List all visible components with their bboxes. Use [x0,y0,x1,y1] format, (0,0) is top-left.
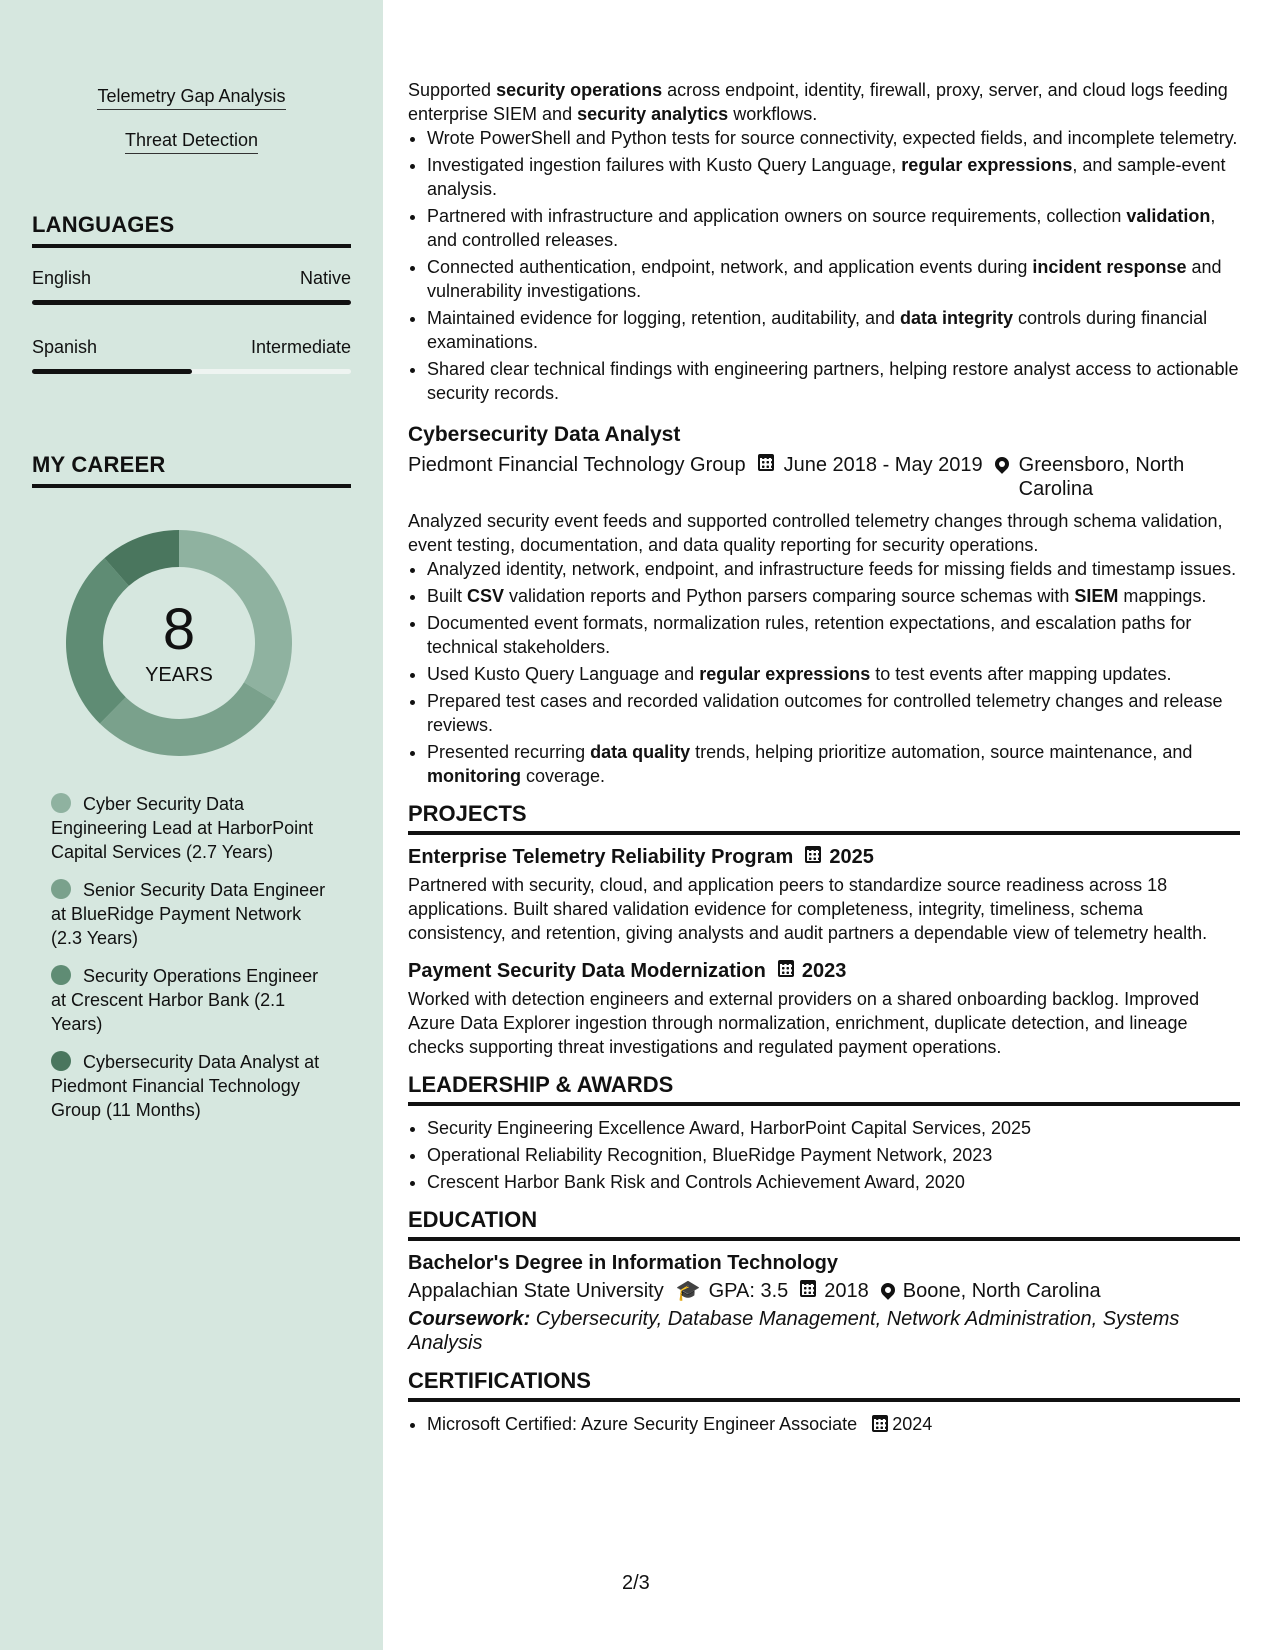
legend-label: Senior Security Data Engineer at BlueRidge Payment Network (2.3 Years) [51,880,326,948]
project-title-row [408,959,1240,983]
skill-label: Threat Detection [125,130,258,154]
project-description: Partnered with security, cloud, and application peers to standardize source readiness across 18 applications. Built shared validation evidence for completeness, integrity, timeliness, schema consistency, and retention, giving analysts and audit partners a dependable view of telemetry health. [408,875,1208,943]
calendar-icon [805,845,821,869]
school-name: Appalachian State University [408,1280,664,1302]
projects-heading: PROJECTS [408,800,1240,835]
skill-tag [0,86,383,110]
career-legend-item [51,878,331,950]
job-title: Cybersecurity Data Analyst [408,423,681,446]
page-number: 2/3 [622,1572,650,1594]
legend-label: Cyber Security Data Engineering Lead at HarborPoint Capital Services (2.7 Years) [51,794,314,862]
language-bar [32,369,351,374]
career-legend-item [51,964,331,1036]
sidebar [0,0,383,1650]
bullet-item: • Investigated ingestion failures with Kusto Query Language, regular expressions, and sample-event analysis. [427,153,1240,201]
job-summary: Analyzed security event feeds and supported controlled telemetry changes through schema validation, event testing, documentation, and data quality reporting for security operations. [408,511,1223,555]
job-bullets [408,557,1240,788]
project-year: 2023 [801,960,847,982]
language-level: Native [299,268,351,288]
awards-heading: LEADERSHIP & AWARDS [408,1071,1240,1106]
coursework-label: Coursework: [408,1308,531,1330]
coursework [408,1307,1240,1355]
project-title-row [408,845,1240,869]
years-number: 8 [162,597,196,662]
career-legend-item [51,1050,331,1122]
bullet-item: • Used Kusto Query Language and regular expressions to test events after mapping updates. [427,662,1240,686]
language-bar [32,300,351,305]
awards-list [408,1116,1240,1194]
legend-dot [51,1051,71,1071]
language-bar-fill [32,369,192,374]
job-bullets [408,126,1240,405]
bullet-item: • Built CSV validation reports and Python parsers comparing source schemas with SIEM mappings. [427,584,1240,608]
bullet-item: • Analyzed identity, network, endpoint, and infrastructure feeds for missing fields and timestamp issues. [427,557,1240,581]
legend-dot [51,965,71,985]
language-row [32,337,351,358]
language-bar-fill [32,300,351,305]
job-dates: June 2018 - May 2019 [783,454,983,476]
legend-label: Security Operations Engineer at Crescent Harbor Bank (2.1 Years) [51,966,319,1034]
bullet-item: • Prepared test cases and recorded validation outcomes for controlled telemetry changes and release reviews. [427,689,1240,737]
language-row [32,268,351,289]
skill-tag [0,130,383,154]
language-level: Intermediate [250,337,351,357]
location-pin-icon [995,453,1009,477]
legend-dot [51,793,71,813]
coursework-list: Cybersecurity, Database Management, Network Administration, Systems Analysis [408,1308,1180,1354]
company-name: Piedmont Financial Technology Group [408,454,746,476]
bullet-item: • Documented event formats, normalization rules, retention expectations, and escalation paths for technical stakeholders. [427,611,1240,659]
project-description: Worked with detection engineers and external providers on a shared onboarding backlog. Improved Azure Data Explorer ingestion through normalization, enrichment, duplicate detection, and lineage checks supporting threat investigations and regulated payment operations. [408,989,1200,1057]
award-item: • Operational Reliability Recognition, BlueRidge Payment Network, 2023 [427,1143,1240,1167]
calendar-icon [758,453,774,477]
certifications-list [408,1412,1240,1438]
award-item: • Crescent Harbor Bank Risk and Controls Achievement Award, 2020 [427,1170,1240,1194]
languages-heading: LANGUAGES [32,212,351,248]
certifications-heading: CERTIFICATIONS [408,1367,1240,1402]
certification-year: 2024 [892,1414,933,1434]
legend-dot [51,879,71,899]
calendar-icon [778,959,794,983]
job-summary: Supported security operations across endpoint, identity, firewall, proxy, server, and cloud logs feeding enterprise SIEM and security analytics workflows. [408,80,1228,124]
job-location: Greensboro, North Carolina [1018,454,1185,500]
skill-label: Telemetry Gap Analysis [97,86,285,110]
donut-slice [100,682,276,756]
school-location: Boone, North Carolina [902,1280,1101,1302]
language-name: Spanish [32,337,98,357]
career-legend-item [51,792,331,864]
bullet-item: • Shared clear technical findings with engineering partners, helping restore analyst access to actionable security records. [427,357,1240,405]
award-item: • Security Engineering Excellence Award, HarborPoint Capital Services, 2025 [427,1116,1240,1140]
graduation-cap-icon: 🎓 [675,1280,701,1302]
years-label: YEARS [145,664,213,686]
main-content [408,78,1240,1441]
job-meta [408,453,1240,501]
calendar-icon [872,1414,888,1438]
bullet-item: • Partnered with infrastructure and application owners on source requirements, collection validation, and controlled releases. [427,204,1240,252]
legend-label: Cybersecurity Data Analyst at Piedmont Financial Technology Group (11 Months) [51,1052,320,1120]
certification-name: Microsoft Certified: Azure Security Engineer Associate [427,1414,858,1434]
graduation-year: 2018 [824,1280,869,1302]
project-year: 2025 [829,846,874,868]
language-name: English [32,268,92,288]
project-title: Payment Security Data Modernization [408,960,766,982]
gpa: GPA: 3.5 [708,1280,789,1302]
education-meta [408,1279,1240,1303]
certification-item [427,1412,1240,1438]
bullet-item: • Wrote PowerShell and Python tests for source connectivity, expected fields, and incomplete telemetry. [427,126,1240,150]
degree-title: Bachelor's Degree in Information Technology [408,1252,839,1274]
career-heading: MY CAREER [32,452,351,488]
location-pin-icon [881,1279,895,1303]
calendar-icon [800,1279,816,1303]
education-heading: EDUCATION [408,1206,1240,1241]
project-title: Enterprise Telemetry Reliability Program [408,846,794,868]
bullet-item: • Connected authentication, endpoint, network, and application events during incident response and vulnerability investigations. [427,255,1240,303]
career-legend [51,792,331,1136]
bullet-item: • Maintained evidence for logging, retention, auditability, and data integrity controls during financial examinations. [427,306,1240,354]
bullet-item: • Presented recurring data quality trends, helping prioritize automation, source maintenance, and monitoring coverage. [427,740,1240,788]
